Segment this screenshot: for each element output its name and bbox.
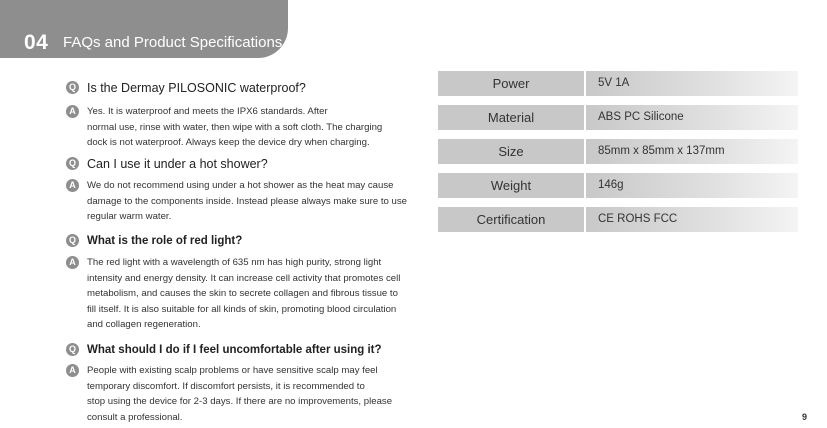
answer-text: Yes. It is waterproof and meets the IPX6 standards. After normal use, rinse with water, then wipe with a soft cloth. The charging dock is not waterproof. Always keep the device dry when charging.	[87, 106, 383, 148]
spec-value: ABS PC Silicone	[586, 105, 798, 130]
spec-row-certification	[438, 207, 798, 232]
answer-badge: A	[66, 364, 79, 377]
answer-badge: A	[66, 256, 79, 269]
faq-question-4	[66, 343, 426, 358]
specifications-table	[438, 71, 798, 241]
faq-answer-4	[66, 364, 426, 425]
spec-value: CE ROHS FCC	[586, 207, 798, 232]
spec-value: 85mm x 85mm x 137mm	[586, 139, 798, 164]
spec-row-weight	[438, 173, 798, 198]
spec-row-size	[438, 139, 798, 164]
question-text: What is the role of red light?	[87, 235, 243, 247]
spec-label: Material	[438, 105, 584, 130]
question-badge: Q	[66, 234, 79, 247]
faq-answer-2	[66, 179, 426, 225]
answer-text: We do not recommend using under a hot shower as the heat may cause damage to the components inside. Instead please always make sure to use regular warm water.	[87, 180, 407, 222]
faq-question-1	[66, 81, 426, 96]
question-text: Is the Dermay PILOSONIC waterproof?	[87, 81, 306, 95]
section-number: 04	[24, 31, 49, 54]
faq-answer-3	[66, 256, 426, 333]
faq-question-3	[66, 234, 426, 249]
spec-label: Size	[438, 139, 584, 164]
spec-row-power	[438, 71, 798, 96]
spec-label: Power	[438, 71, 584, 96]
spec-label: Certification	[438, 207, 584, 232]
section-title: FAQs and Product Specifications	[63, 34, 283, 51]
question-text: What should I do if I feel uncomfortable after using it?	[87, 344, 382, 356]
question-text: Can I use it under a hot shower?	[87, 157, 268, 171]
faq-question-2	[66, 157, 426, 172]
spec-value: 146g	[586, 173, 798, 198]
answer-badge: A	[66, 105, 79, 118]
answer-text: People with existing scalp problems or have sensitive scalp may feel temporary discomfort. If discomfort persists, it is recommended to stop using the device for 2-3 days. If there are no improvements, please consult a professional.	[87, 365, 393, 423]
spec-label: Weight	[438, 173, 584, 198]
spec-value: 5V 1A	[586, 71, 798, 96]
page-number: 9	[801, 412, 807, 422]
section-header-tab	[0, 0, 288, 58]
question-badge: Q	[66, 343, 79, 356]
answer-badge: A	[66, 179, 79, 192]
question-badge: Q	[66, 157, 79, 170]
answer-text: The red light with a wavelength of 635 nm has high purity, strong light intensity and energy density. It can increase cell activity that promotes cell metabolism, and causes the skin to secrete collagen and fibrous tissue to fill itself. It is also suitable for all kinds of skin, promoting blood circulation and collagen regeneration.	[87, 257, 401, 330]
spec-row-material	[438, 105, 798, 130]
faq-answer-1	[66, 105, 426, 151]
question-badge: Q	[66, 81, 79, 94]
